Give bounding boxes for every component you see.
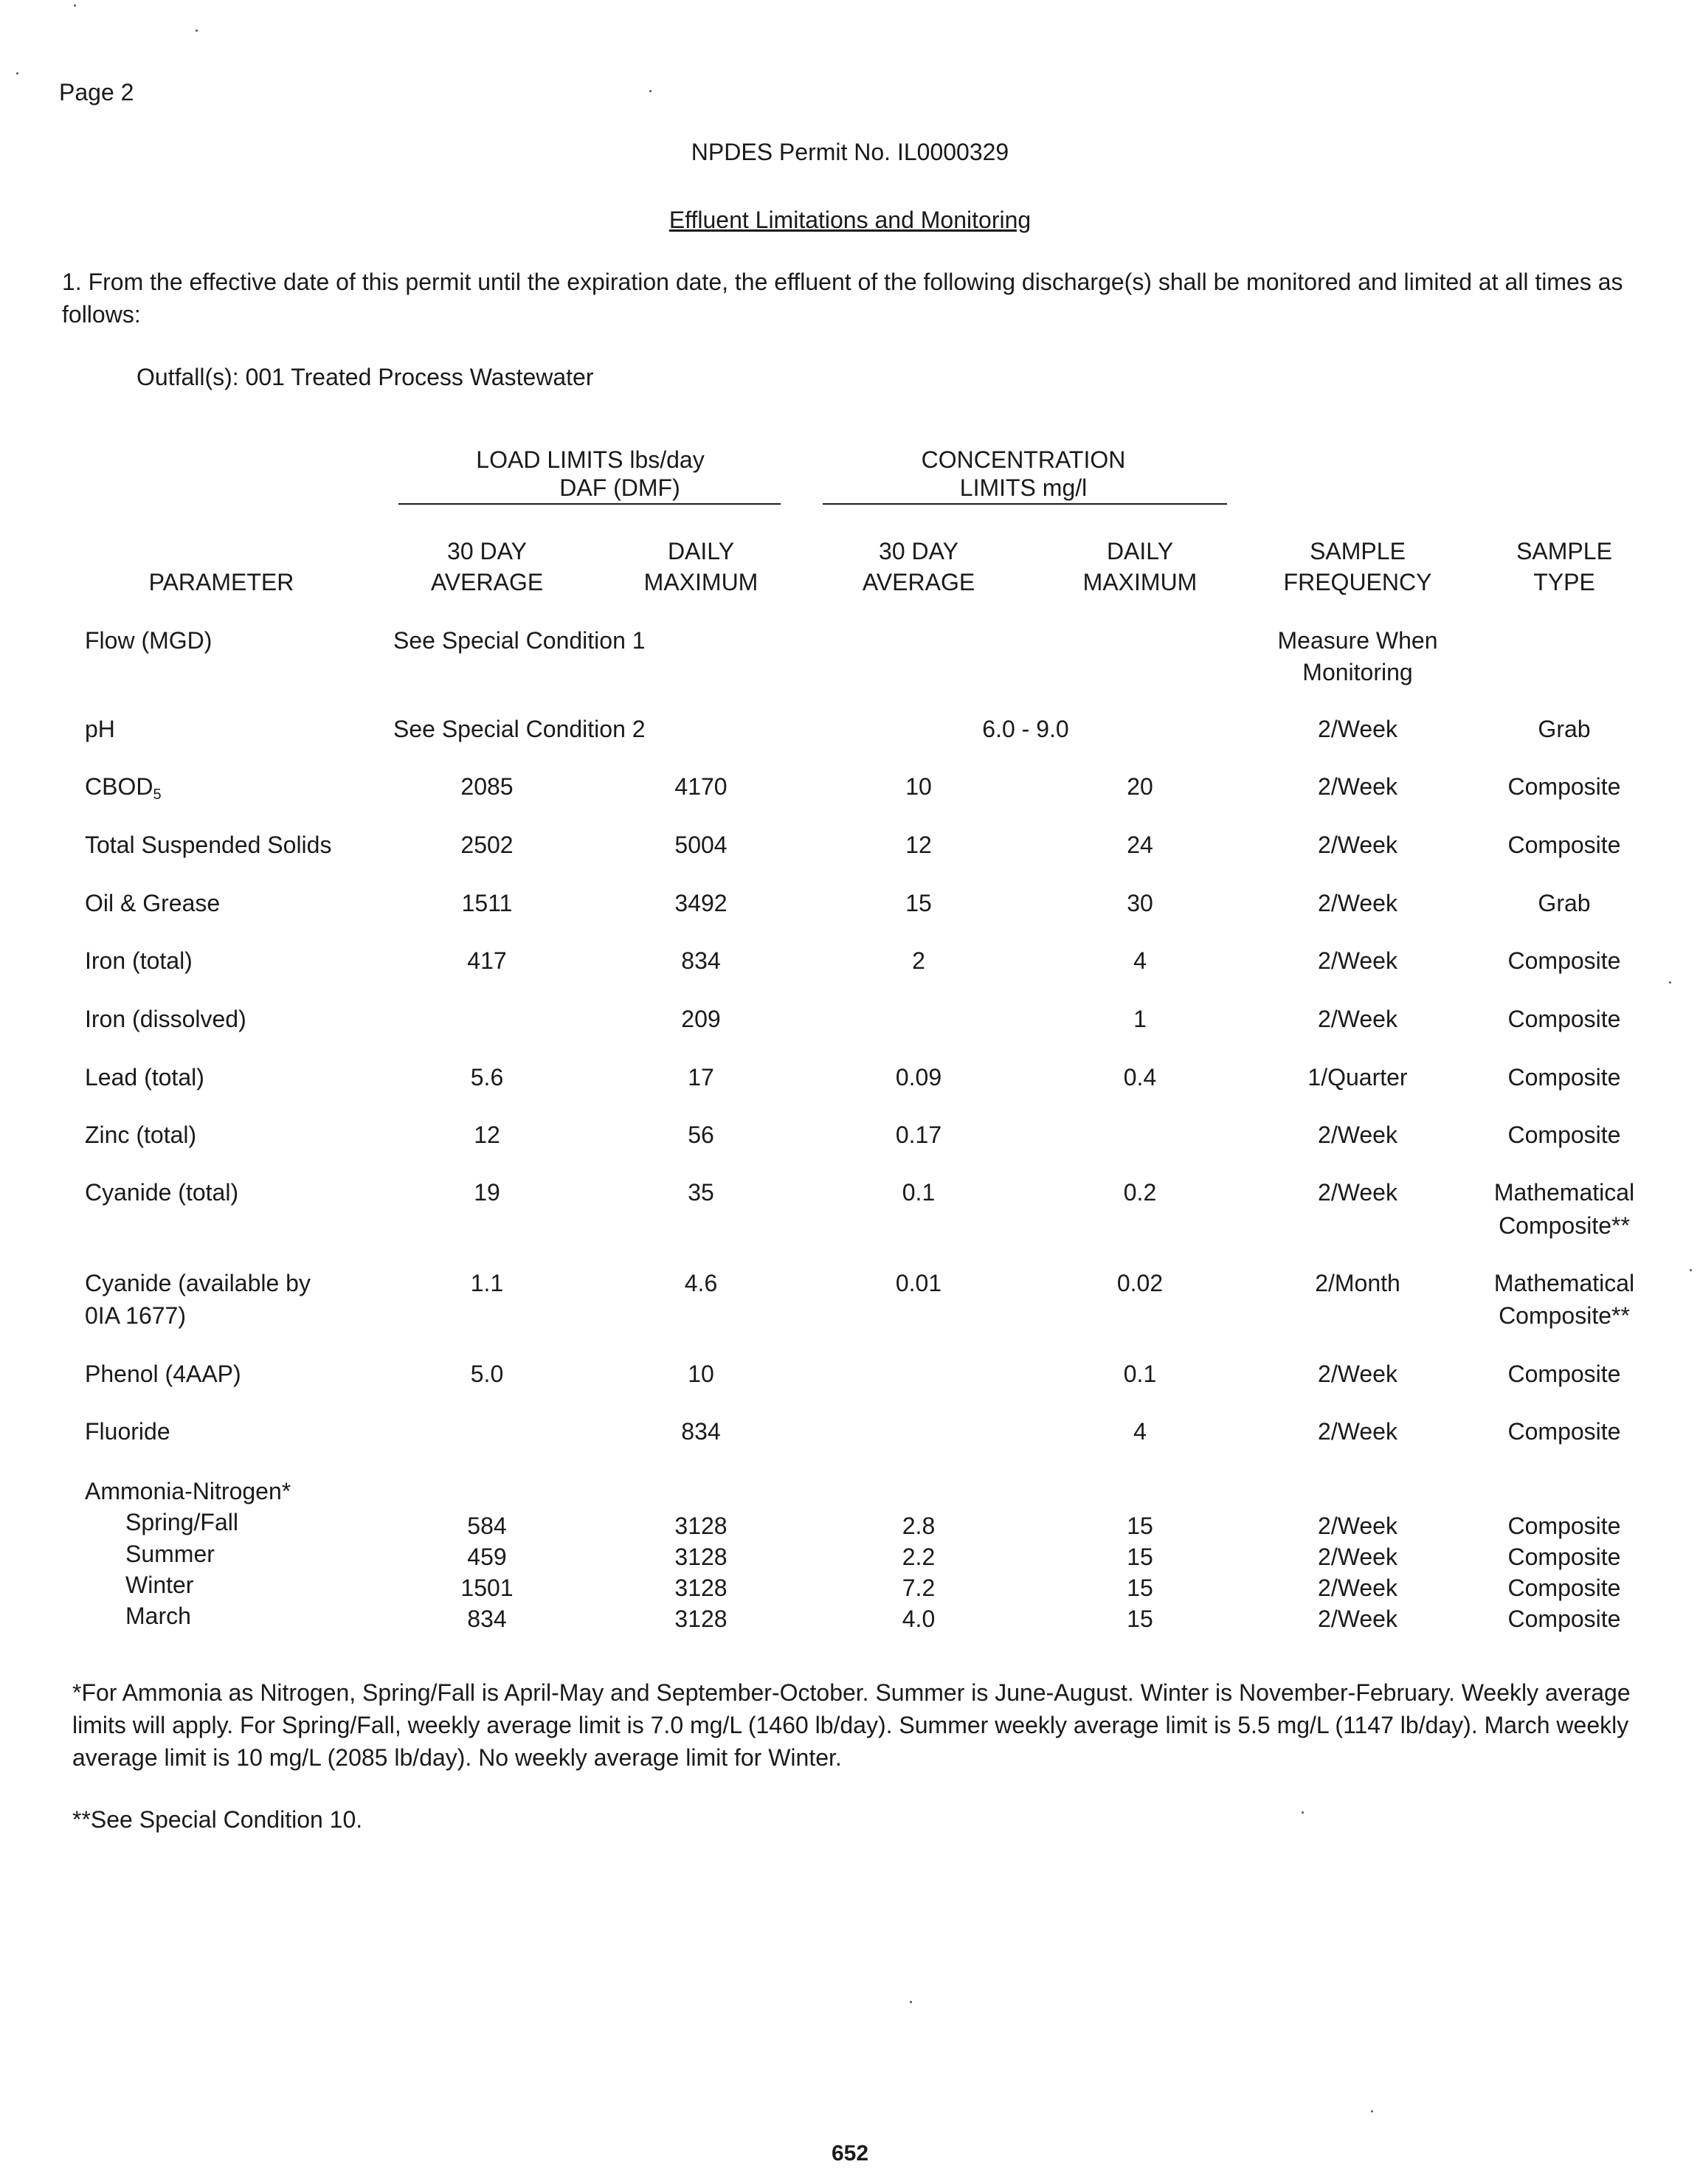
load-limits-rule [398,503,781,505]
iron-total-type: Composite [1507,947,1621,974]
cbod5-load-max: 4170 [674,773,728,800]
ammonia-freq: 2/Week [1318,1544,1397,1570]
flow-freq: Measure When [1277,627,1438,654]
scan-speck [16,72,18,75]
zinc-load-30day: 12 [474,1122,500,1148]
concentration-rule [823,503,1227,505]
ammonia-conc-max: 15 [1127,1575,1153,1601]
iron-total-load-max: 834 [681,947,721,974]
param-cyanide-total: Cyanide (total) [85,1179,239,1206]
zinc-conc-30day: 0.17 [895,1122,942,1148]
cyanide-avail-type-2: Composite** [1499,1302,1630,1329]
col-header-sample: SAMPLE [1310,538,1406,564]
cyanide-avail-load-max: 4.6 [684,1270,718,1296]
zinc-type: Composite [1507,1122,1621,1148]
tss-conc-max: 24 [1127,832,1153,858]
ammonia-load-max: 3128 [674,1544,728,1570]
cbod5-load-30day: 2085 [460,773,514,800]
param-zinc: Zinc (total) [85,1122,197,1148]
cyanide-total-conc-30day: 0.1 [902,1179,936,1206]
param-cbod5: $CBOD_5$ [85,773,162,803]
ammonia-season: Summer [125,1541,215,1567]
footnote-ammonia: *For Ammonia as Nitrogen, Spring/Fall is April-May and September-October. Summer is June-August. Winter is November-February. Weekly average limits will apply. For Spring/Fall, weekly average limit is 7.0 mg/L (1460 lb/day). Summer weekly average limit is 5.5 mg/L (1147 lb/day). March weekly average limit is 10 mg/L (2085 lb/day). No weekly average limit for Winter. [72,1679,1631,1771]
col-header-load-daily: DAILY [667,538,735,564]
param-iron-total: Iron (total) [85,947,193,974]
param-flow: Flow (MGD) [85,627,212,654]
phenol-freq: 2/Week [1318,1361,1397,1387]
concentration-subheader: LIMITS mg/l [959,474,1088,501]
cyanide-total-load-max: 35 [688,1179,714,1206]
ammonia-type: Composite [1507,1513,1621,1539]
ammonia-load-max: 3128 [674,1513,728,1539]
intro-paragraph: 1. From the effective date of this permit until the expiration date, the effluent of the following discharge(s) shall be monitored and limited at all times as follows: [62,269,1623,328]
fluoride-type: Composite [1507,1418,1621,1445]
ph-freq: 2/Week [1318,716,1397,742]
ammonia-freq: 2/Week [1318,1575,1397,1601]
col-header-load-30day-avg: AVERAGE [430,569,544,595]
zinc-load-max: 56 [688,1122,714,1148]
scan-speck [74,4,76,7]
ammonia-load-30day: 834 [467,1606,507,1632]
oil-freq: 2/Week [1318,890,1397,916]
ammonia-season: Spring/Fall [125,1509,238,1535]
footnote-special-condition: **See Special Condition 10. [72,1806,363,1833]
fluoride-conc-max: 4 [1133,1418,1147,1445]
permit-number: NPDES Permit No. IL0000329 [691,139,1009,165]
ammonia-conc-30day: 7.2 [902,1575,936,1601]
scan-speck [1690,1269,1692,1271]
ammonia-season: March [125,1603,191,1629]
lead-load-max: 17 [688,1064,714,1091]
ammonia-season: Winter [125,1572,194,1598]
cyanide-total-type-2: Composite** [1499,1212,1630,1239]
iron-total-conc-30day: 2 [912,947,925,974]
col-header-load-daily-max: MAXIMUM [643,569,759,595]
iron-diss-freq: 2/Week [1318,1006,1397,1032]
cyanide-total-type: Mathematical [1493,1179,1635,1206]
concentration-header: CONCENTRATION [921,446,1126,473]
fluoride-load-max: 834 [681,1418,721,1445]
cbod5-conc-30day: 10 [905,773,932,800]
ammonia-freq: 2/Week [1318,1513,1397,1539]
param-cyanide-available-2: 0IA 1677) [85,1302,186,1329]
col-header-parameter: PARAMETER [148,569,294,595]
scan-speck [910,2001,912,2003]
param-fluoride: Fluoride [85,1418,170,1445]
col-header-type: TYPE [1533,569,1595,595]
cbod5-conc-max: 20 [1127,773,1153,800]
cbod5-subscript: 5 [153,787,162,803]
ph-conc-range: 6.0 - 9.0 [982,716,1069,742]
ammonia-load-30day: 584 [467,1513,507,1539]
col-header-conc-daily-max: MAXIMUM [1082,569,1198,595]
phenol-load-max: 10 [688,1361,714,1387]
col-header-sample-2: SAMPLE [1516,538,1612,564]
cyanide-total-freq: 2/Week [1318,1179,1397,1206]
oil-load-max: 3492 [674,890,728,916]
load-limits-header: LOAD LIMITS lbs/day [476,446,705,473]
iron-diss-type: Composite [1507,1006,1621,1032]
iron-total-conc-max: 4 [1133,947,1147,974]
page-label: Page 2 [59,79,134,106]
iron-diss-conc-max: 1 [1133,1006,1147,1032]
lead-freq: 1/Quarter [1307,1064,1408,1091]
phenol-conc-max: 0.1 [1123,1361,1157,1387]
param-oil-grease: Oil & Grease [85,890,221,916]
iron-diss-load-max: 209 [681,1006,721,1032]
ammonia-conc-max: 15 [1127,1606,1153,1632]
ph-type: Grab [1538,716,1591,742]
param-iron-dissolved: Iron (dissolved) [85,1006,246,1032]
param-ph: pH [85,716,115,742]
iron-total-load-30day: 417 [467,947,507,974]
ammonia-conc-30day: 2.2 [902,1544,936,1570]
fluoride-freq: 2/Week [1318,1418,1397,1445]
phenol-type: Composite [1507,1361,1621,1387]
ammonia-conc-30day: 4.0 [902,1606,936,1632]
ammonia-conc-max: 15 [1127,1513,1153,1539]
outfall-label: Outfall(s): 001 Treated Process Wastewater [137,364,594,390]
ammonia-load-max: 3128 [674,1575,728,1601]
cyanide-avail-type: Mathematical [1493,1270,1635,1296]
scan-speck [196,30,198,32]
oil-conc-max: 30 [1127,890,1153,916]
zinc-freq: 2/Week [1318,1122,1397,1148]
cyanide-avail-conc-max: 0.02 [1116,1270,1164,1296]
lead-load-30day: 5.6 [470,1064,504,1091]
tss-load-30day: 2502 [460,832,514,858]
flow-note: See Special Condition 1 [393,627,646,654]
param-tss: Total Suspended Solids [85,832,332,858]
oil-type: Grab [1538,890,1591,916]
oil-load-30day: 1511 [461,890,513,916]
ammonia-conc-30day: 2.8 [902,1513,936,1539]
ammonia-type: Composite [1507,1544,1621,1570]
ammonia-type: Composite [1507,1606,1621,1632]
ammonia-conc-max: 15 [1127,1544,1153,1570]
load-limits-subheader: DAF (DMF) [559,474,680,501]
oil-conc-30day: 15 [905,890,932,916]
scan-speck [649,90,652,92]
ammonia-type: Composite [1507,1575,1621,1601]
tss-conc-30day: 12 [905,832,932,858]
param-ammonia: Ammonia-Nitrogen* [85,1478,291,1504]
phenol-load-30day: 5.0 [470,1361,504,1387]
scan-speck [1669,981,1671,984]
lead-conc-30day: 0.09 [895,1064,942,1091]
cyanide-avail-load-30day: 1.1 [470,1270,504,1296]
cyanide-avail-conc-30day: 0.01 [895,1270,942,1296]
cyanide-total-conc-max: 0.2 [1123,1179,1157,1206]
col-header-conc-30day: 30 DAY [879,538,958,564]
param-lead: Lead (total) [85,1064,204,1091]
col-header-conc-daily: DAILY [1106,538,1174,564]
ammonia-freq: 2/Week [1318,1606,1397,1632]
lead-type: Composite [1507,1064,1621,1091]
tss-load-max: 5004 [674,832,728,858]
iron-total-freq: 2/Week [1318,947,1397,974]
ammonia-load-30day: 459 [467,1544,507,1570]
flow-freq-2: Monitoring [1302,659,1413,685]
section-title: Effluent Limitations and Monitoring [668,207,1032,233]
cbod5-type: Composite [1507,773,1621,800]
cyanide-avail-freq: 2/Month [1315,1270,1400,1296]
col-header-frequency: FREQUENCY [1283,569,1432,595]
param-cyanide-available: Cyanide (available by [85,1270,311,1296]
scan-speck [1371,2110,1373,2112]
ammonia-load-max: 3128 [674,1606,728,1632]
scan-speck [1302,1811,1304,1814]
page-number: 652 [831,2141,869,2166]
col-header-load-30day: 30 DAY [447,538,527,564]
lead-conc-max: 0.4 [1123,1064,1157,1091]
ammonia-load-30day: 1501 [460,1575,514,1601]
tss-freq: 2/Week [1318,832,1397,858]
col-header-conc-30day-avg: AVERAGE [862,569,975,595]
param-phenol: Phenol (4AAP) [85,1361,241,1387]
cbod5-freq: 2/Week [1318,773,1397,800]
cyanide-total-load-30day: 19 [474,1179,500,1206]
tss-type: Composite [1507,832,1621,858]
ph-note: See Special Condition 2 [393,716,646,742]
